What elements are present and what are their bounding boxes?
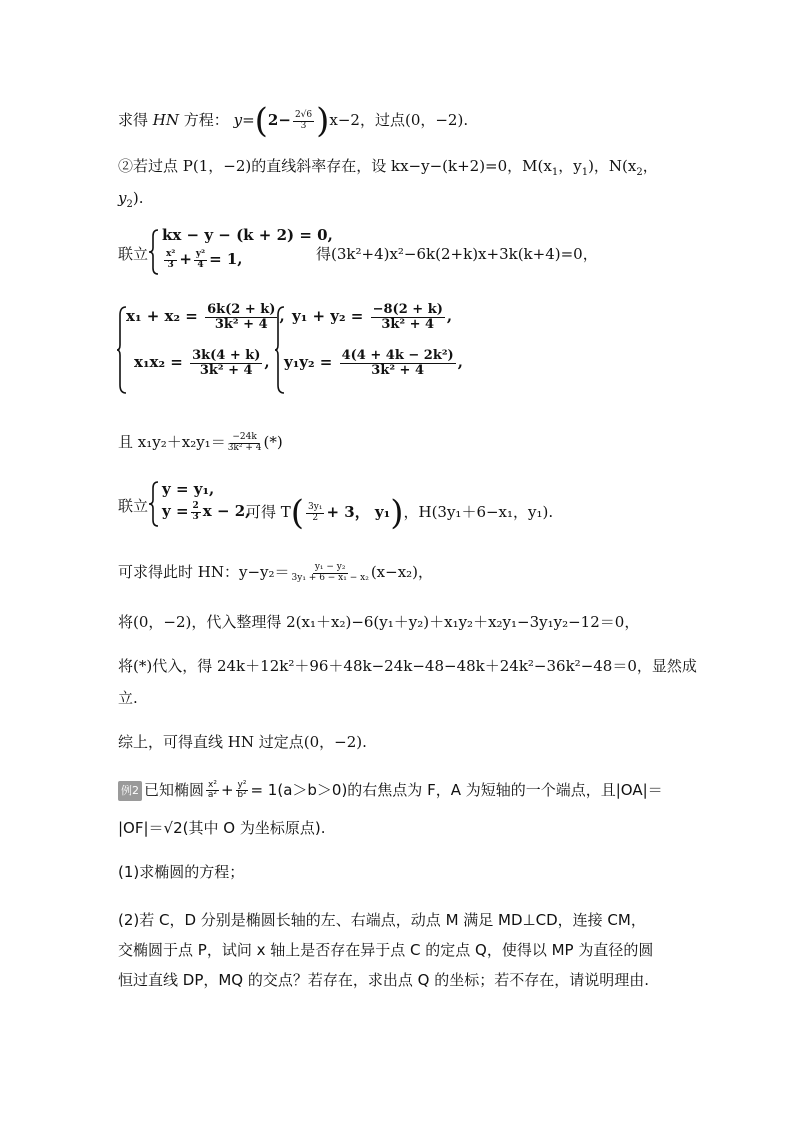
system1-label: 联立 xyxy=(118,245,149,263)
example2-line1 xyxy=(118,780,663,801)
hn2-frac xyxy=(292,563,369,583)
example2-frac-y xyxy=(236,781,249,801)
system1-plus: + xyxy=(179,250,192,268)
system2-lparen: ( xyxy=(290,493,305,533)
question1: (1)求椭圆的方程； xyxy=(118,863,245,881)
hn-eq-prefix: 求得 xyxy=(118,111,149,129)
vieta-y-prod-comma: , xyxy=(457,353,463,372)
case2-text-c: )，N(x xyxy=(588,157,637,175)
vieta-x-sum-comma: , xyxy=(279,307,285,326)
cross-sum-text: 且 x₁y₂＋x₂y₁＝ xyxy=(118,433,226,451)
hn-eq-rparen: ) xyxy=(316,101,330,141)
cross-sum-line xyxy=(118,432,283,453)
system2-row2-tail: x − 2, xyxy=(202,502,251,520)
system2-label: 联立 xyxy=(118,497,149,515)
system1-frac-x-num: x² xyxy=(166,249,176,260)
question2-line2: 交椭圆于点 P，试问 x 轴上是否存在异于点 C 的定点 Q，使得以 MP 为直径的圆 xyxy=(118,941,654,959)
substitute-line1: 将(0，−2)，代入整理得 2(x₁＋x₂)−6(y₁＋y₂)＋x₁y₂＋x₂y₁−3y₁y₂−12＝0， xyxy=(118,613,640,631)
system1-result: 得(3k²+4)x²−6k(2+k)x+3k(k+4)=0， xyxy=(316,245,598,263)
system2-frac-num: 2 xyxy=(192,501,199,512)
hn-eq-y: y xyxy=(233,111,243,129)
system2-row2-a: y = xyxy=(162,502,189,520)
example2-frac-y-den: b² xyxy=(237,790,247,800)
t-tail: + 3， y₁ xyxy=(326,503,391,521)
system1-row2-tail: = 1, xyxy=(209,250,243,268)
example2-line2: |OF|＝√2(其中 O 为坐标原点). xyxy=(118,819,326,837)
system2-row1: y = y₁, xyxy=(162,480,215,498)
system2-mid: 可得 T xyxy=(246,503,291,521)
vieta-x-sum-frac xyxy=(205,303,277,331)
vieta-y-prod xyxy=(284,349,463,377)
hn-eq-tail: x−2，过点(0，−2). xyxy=(329,111,469,129)
case2-line1: ②若过点 P(1，−2)的直线斜率存在，设 kx−y−(k+2)=0，$M(x_1$，$y_1$)，$N(x_2$， xyxy=(118,157,658,178)
example2-badge: 例2 xyxy=(118,781,142,801)
hn2-line xyxy=(118,562,433,583)
system1-row2 xyxy=(162,250,243,270)
vieta-x-prod-lhs: x₁x₂ = xyxy=(134,353,183,372)
vieta-y-prod-frac xyxy=(340,349,456,377)
example2-text-a: 已知椭圆 xyxy=(144,781,205,799)
vieta-y-sum-num: −8(2 + k) xyxy=(372,302,443,317)
vieta-y-prod-num: 4(4 + 4k − 2k²) xyxy=(341,348,454,363)
vieta-x-sum-lhs: x₁ + x₂ = xyxy=(126,307,198,326)
system1-row1: kx − y − (k + 2) = 0, xyxy=(162,226,333,244)
system1-frac-x xyxy=(164,250,177,270)
vieta-x-prod-comma: , xyxy=(264,353,270,372)
hn-eq-label: 方程： xyxy=(183,111,229,129)
t-frac-den: 2 xyxy=(312,512,319,523)
hn2-tail: (x−x₂)， xyxy=(370,563,434,581)
case2-line2: $y_2$). xyxy=(118,189,144,210)
system2-brace xyxy=(148,480,160,528)
vieta-y-sum-lhs: y₁ + y₂ = xyxy=(292,307,364,326)
example2-plus: + xyxy=(220,781,234,799)
system2-h: ，H(3y₁＋6−x₁，y₁). xyxy=(403,503,554,521)
case2-text-d: ， xyxy=(642,157,658,175)
vieta-x-prod xyxy=(134,349,270,377)
vieta-x-sum-den: 3k² + 4 xyxy=(214,316,268,332)
example2-frac-x xyxy=(206,781,219,801)
system2-rparen: ) xyxy=(390,493,404,533)
t-frac xyxy=(306,503,324,523)
vieta-x-prod-frac xyxy=(190,349,262,377)
vieta-y-sum-den: 3k² + 4 xyxy=(381,316,435,332)
hn2-den: 3y₁ + 6 − x₁ − x₂ xyxy=(291,572,369,583)
system2-frac-den: 3 xyxy=(192,511,199,522)
cross-sum-frac xyxy=(228,433,262,453)
case2-end: ). xyxy=(132,189,144,207)
system2-frac xyxy=(191,502,201,522)
vieta-x-prod-num: 3k(4 + k) xyxy=(192,348,261,363)
cross-sum-num: −24k xyxy=(232,432,257,443)
vieta-x-sum-num: 6k(2 + k) xyxy=(207,302,276,317)
question2-line1: (2)若 C，D 分别是椭圆长轴的左、右端点，动点 M 满足 MD⊥CD，连接 CM， xyxy=(118,911,646,929)
case2-y: y xyxy=(118,189,127,207)
substitute-line2: 将(*)代入，得 24k＋12k²＋96＋48k−24k−48−48k＋24k²−36k²−48＝0，显然成 xyxy=(118,657,697,675)
vieta-y-prod-den: 3k² + 4 xyxy=(371,362,425,378)
hn-eq-frac-den: 3 xyxy=(300,120,307,131)
system1-brace xyxy=(148,228,160,276)
system1-frac-y-den: 4 xyxy=(197,259,204,270)
hn2-num: y₁ − y₂ xyxy=(314,562,346,573)
vieta-y-sum-frac xyxy=(371,303,445,331)
system2-row2 xyxy=(162,502,250,522)
vieta-y-sum-comma: , xyxy=(446,307,453,326)
hn-eq-frac-num: 2√6 xyxy=(294,110,313,121)
example2-frac-x-den: a² xyxy=(207,790,218,800)
example2-frac-y-num: y² xyxy=(237,779,247,790)
vieta-y-prod-lhs: y₁y₂ = xyxy=(284,353,333,372)
hn-eq-frac xyxy=(293,111,314,131)
system1-frac-y xyxy=(194,250,207,270)
case2-text-a: ②若过点 P(1，−2)的直线斜率存在，设 kx−y−(k+2)=0，M(x xyxy=(118,157,552,175)
t-frac-num: 3y₁ xyxy=(308,502,323,513)
system2-result xyxy=(246,493,554,533)
system1-frac-x-den: 3 xyxy=(167,259,174,270)
case2-text-b: ，y xyxy=(558,157,582,175)
conclusion-line: 综上，可得直线 HN 过定点(0，−2). xyxy=(118,733,367,751)
vieta-x-sum xyxy=(126,303,285,331)
hn2-text: 可求得此时 HN：y−y₂＝ xyxy=(118,563,290,581)
example2-frac-x-num: x² xyxy=(208,779,217,790)
system1-frac-y-num: y² xyxy=(195,249,206,260)
vieta-x-prod-den: 3k² + 4 xyxy=(199,362,253,378)
cross-sum-tail: (*) xyxy=(263,433,283,451)
cross-sum-den: 3k² + 4 xyxy=(227,442,262,453)
hn-eq-two: 2− xyxy=(267,111,291,129)
hn-eq-eq: = xyxy=(242,111,255,129)
example2-text-b: = 1(a＞b＞0)的右焦点为 F，A 为短轴的一个端点，且|OA|＝ xyxy=(250,781,663,799)
vieta-y-sum xyxy=(292,303,452,331)
hn-eq-hn: HN xyxy=(152,111,180,129)
substitute-line2b: 立. xyxy=(118,689,138,707)
hn-equation-line xyxy=(118,101,469,141)
hn-eq-lparen: ( xyxy=(254,101,268,141)
question2-line3: 恒过直线 DP，MQ 的交点？若存在，求出点 Q 的坐标；若不存在，请说明理由. xyxy=(118,971,649,989)
